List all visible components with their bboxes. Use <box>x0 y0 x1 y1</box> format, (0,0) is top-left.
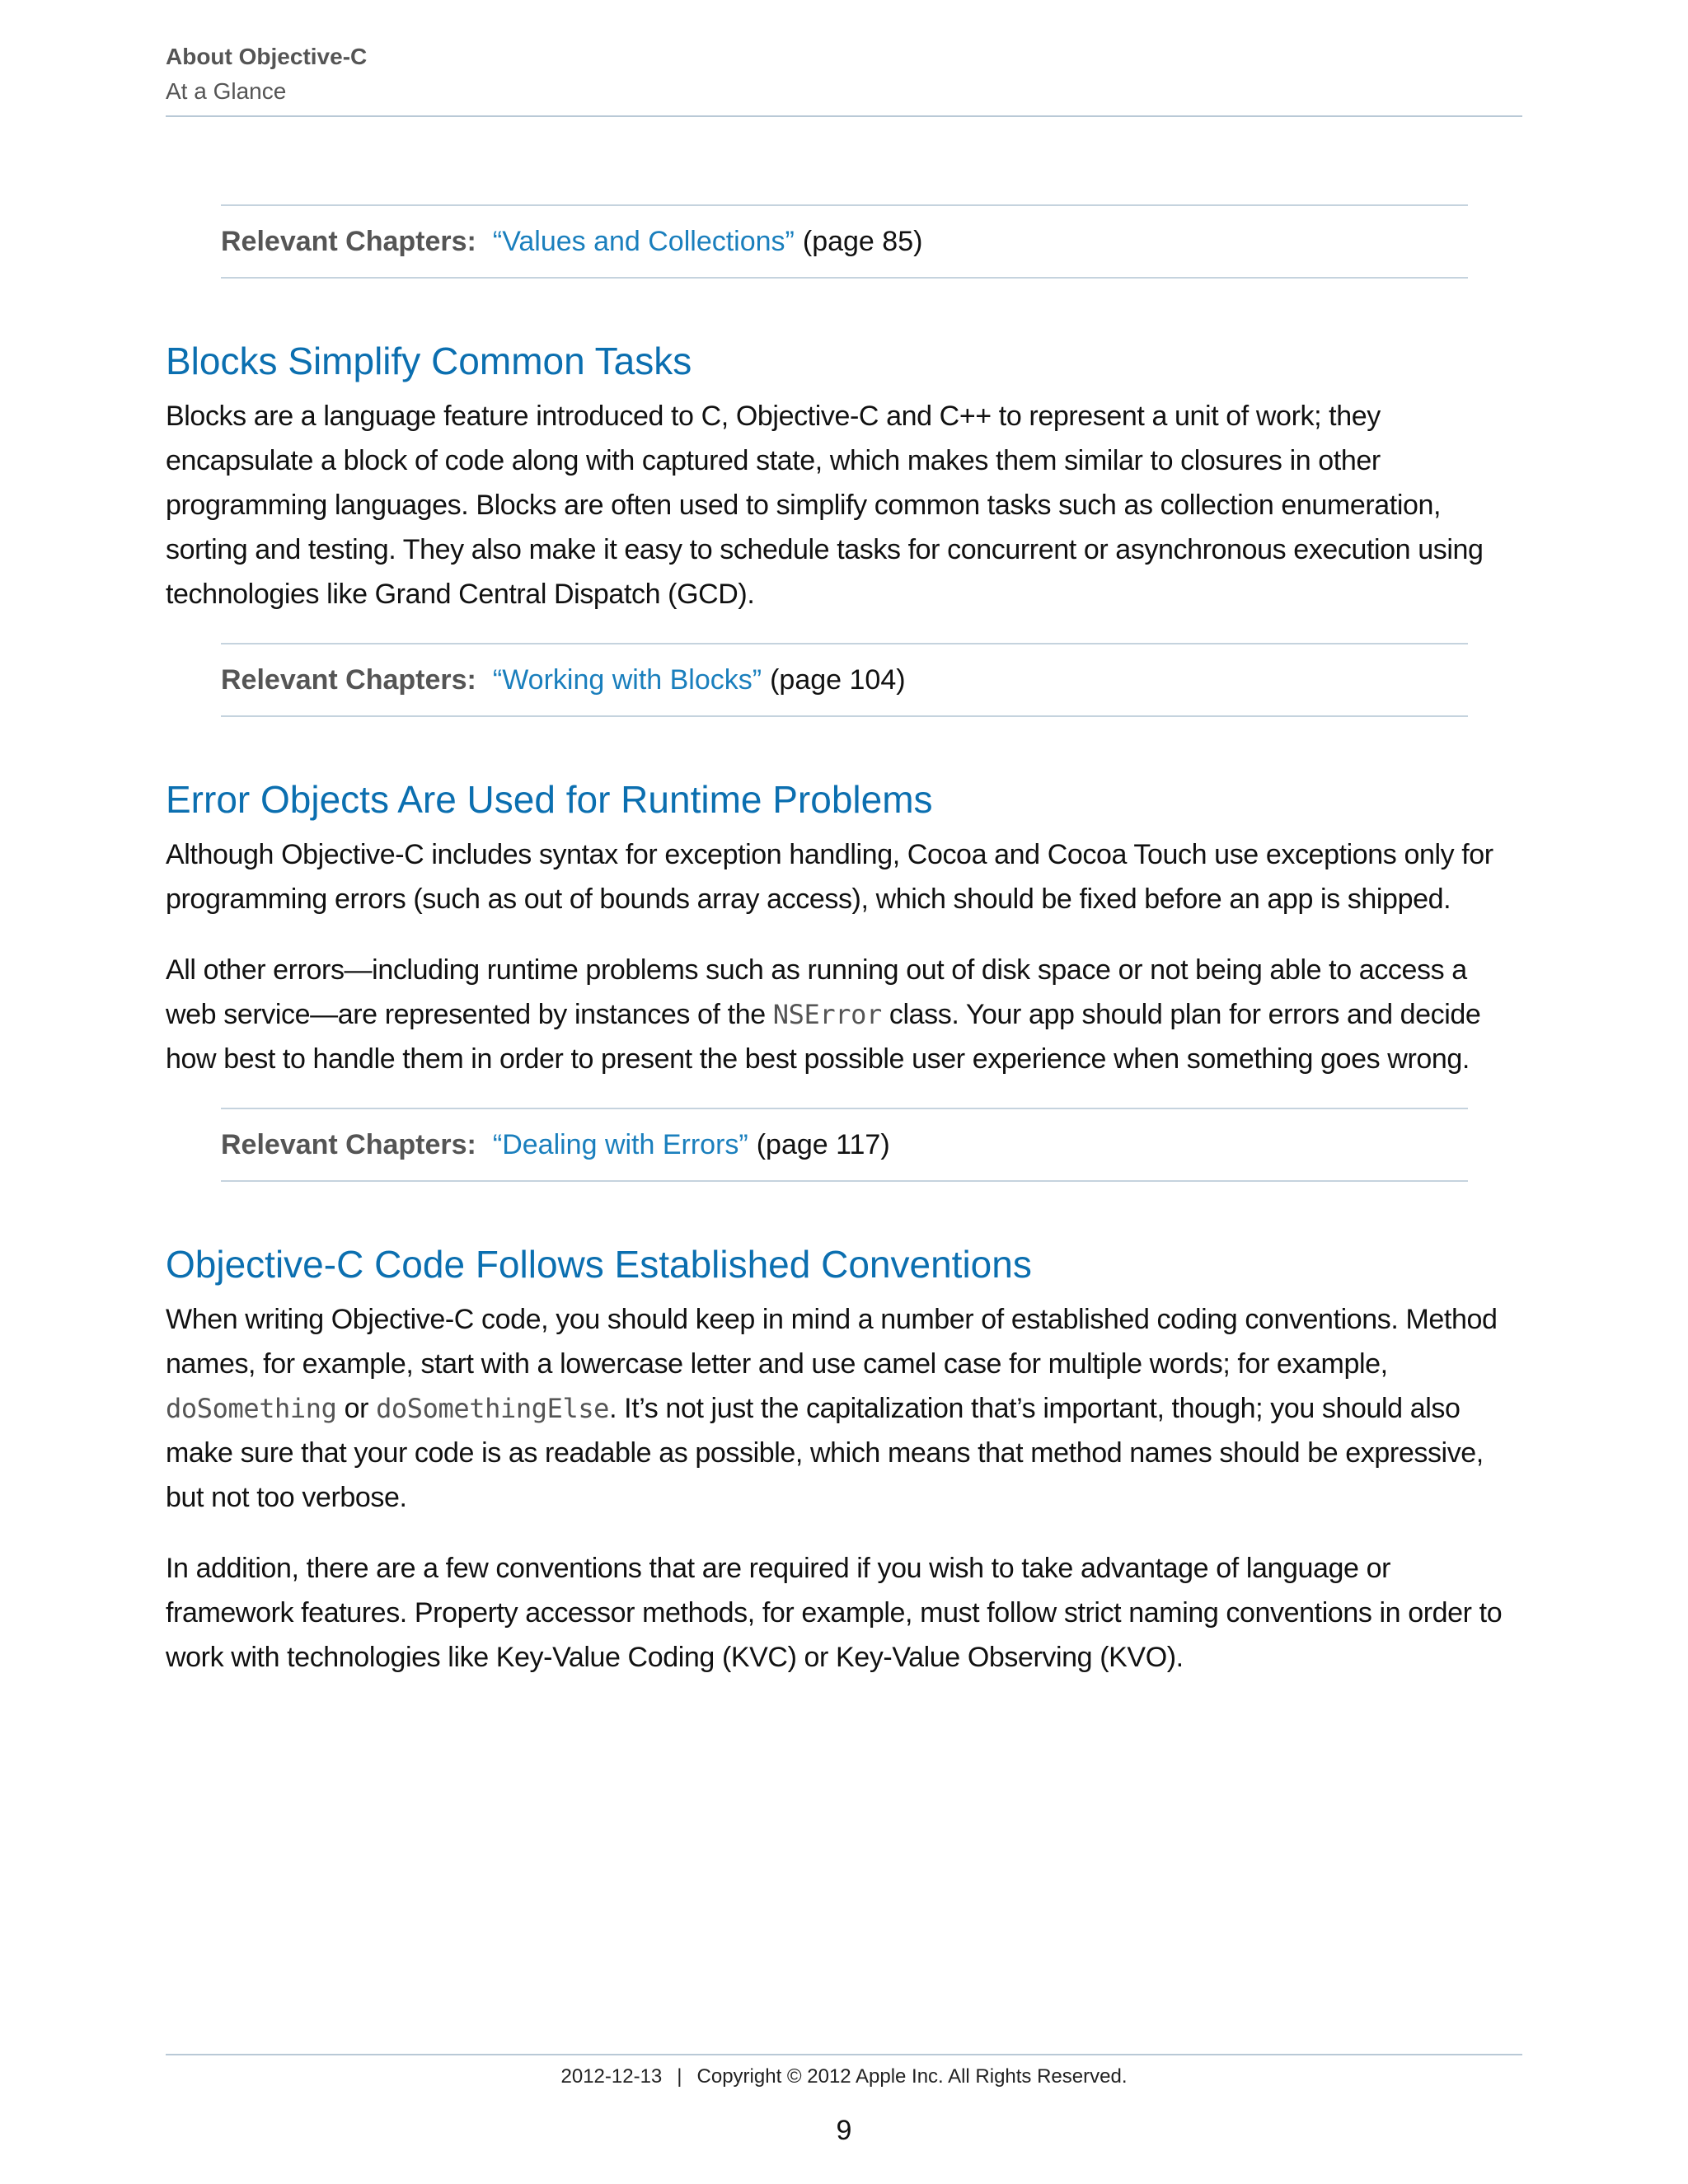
text-segment: class. Your app should plan for errors and decide how best to handle them in order to present the best possible user experience when something goes wrong. <box>166 999 1481 1075</box>
text-segment: . It’s not just the capitalization that’s important, though; you should also make sure that your code is as readable as possible, which means that method names should be expressive, but not too verbose. <box>166 1393 1484 1513</box>
link-values-and-collections[interactable]: “Values and Collections” <box>492 225 795 257</box>
footer-copyright: Copyright © 2012 Apple Inc. All Rights Reserved. <box>696 2065 1128 2088</box>
relevant-page-ref: (page 104) <box>770 663 906 696</box>
footer-copyright-line <box>0 2065 1688 2088</box>
relevant-chapters-errors <box>221 1108 1468 1182</box>
link-dealing-with-errors[interactable]: “Dealing with Errors” <box>492 1128 748 1160</box>
text-segment: When writing Objective-C code, you should keep in mind a number of established coding conventions. Method names, for example, start with a lowercase letter and use camel case for multiple words; for example, <box>166 1304 1498 1380</box>
code-nserror: NSError <box>772 999 882 1030</box>
relevant-chapters-blocks <box>221 643 1468 717</box>
paragraph-conventions-naming <box>166 1297 1522 1520</box>
link-working-with-blocks[interactable]: “Working with Blocks” <box>492 663 762 696</box>
footer-separator: | <box>677 2065 682 2088</box>
page-header <box>166 40 1522 117</box>
heading-blocks: Blocks Simplify Common Tasks <box>166 340 692 382</box>
header-section-title: At a Glance <box>166 78 287 104</box>
text-segment: or <box>336 1393 377 1424</box>
code-dosomething: doSomething <box>166 1393 337 1424</box>
heading-conventions: Objective-C Code Follows Established Conventions <box>166 1243 1032 1286</box>
relevant-chapters-label: Relevant Chapters: <box>221 225 476 257</box>
relevant-chapters-label: Relevant Chapters: <box>221 663 476 696</box>
footer-divider <box>166 2054 1522 2055</box>
page-content <box>166 204 1522 1706</box>
code-dosomethingelse: doSomethingElse <box>376 1393 610 1424</box>
page-number: 9 <box>836 2115 852 2146</box>
paragraph-blocks: Blocks are a language feature introduced to C, Objective-C and C++ to represent a unit of work; they encapsulate a block of code along with captured state, which makes them similar to closures in other programming languages. Blocks are often used to simplify common tasks such as collection enumeration, sorting and testing. They also make it easy to schedule tasks for concurrent or asynchronous execution using technologies like Grand Central Dispatch (GCD). <box>166 401 1484 610</box>
text-segment: All other errors—including runtime problems such as running out of disk space or not being able to access a web service—are represented by instances of the <box>166 954 1467 1030</box>
footer-date: 2012-12-13 <box>560 2065 663 2088</box>
paragraph-conventions-kvc: In addition, there are a few conventions that are required if you wish to take advantage of language or framework features. Property accessor methods, for example, must follow strict naming conventions in order to work with technologies like Key-Value Coding (KVC) or Key-Value Observing (KVO). <box>166 1553 1503 1673</box>
paragraph-errors-nserror <box>166 948 1522 1081</box>
relevant-page-ref: (page 85) <box>802 225 923 257</box>
header-chapter-title: About Objective-C <box>166 44 368 69</box>
relevant-chapters-values <box>221 204 1468 279</box>
heading-error-objects: Error Objects Are Used for Runtime Problems <box>166 778 933 821</box>
relevant-page-ref: (page 117) <box>756 1128 890 1160</box>
relevant-chapters-label: Relevant Chapters: <box>221 1128 476 1160</box>
paragraph-errors-exceptions: Although Objective-C includes syntax for exception handling, Cocoa and Cocoa Touch use exceptions only for programming errors (such as out of bounds array access), which should be fixed before an app is shipped. <box>166 839 1493 915</box>
